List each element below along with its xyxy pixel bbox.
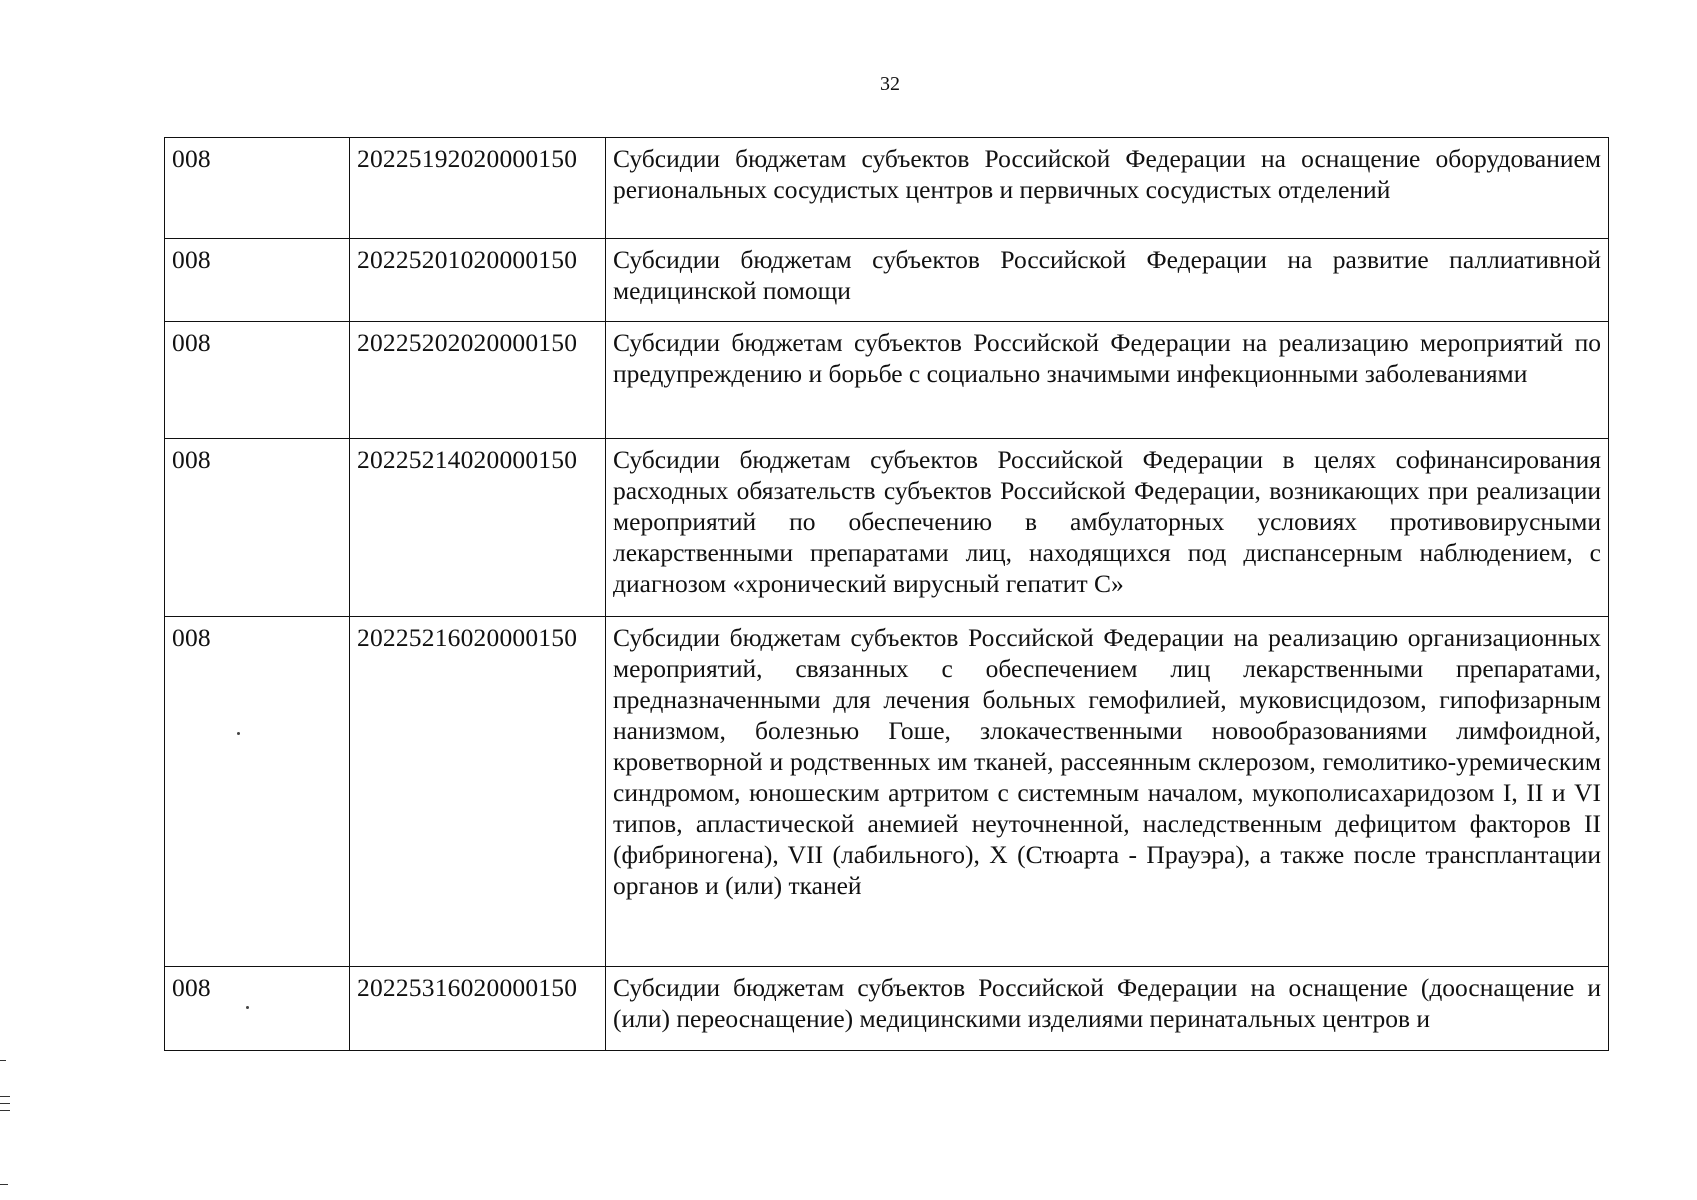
scan-mark (0, 1110, 10, 1111)
table-row (165, 322, 1609, 439)
admin-code-cell: 008 (165, 617, 350, 967)
budget-code-cell: 20225192020000150 (350, 138, 606, 239)
admin-code-cell: 008 (165, 322, 350, 439)
budget-code-cell: 20225202020000150 (350, 322, 606, 439)
table-row (165, 239, 1609, 322)
description-cell: Субсидии бюджетам субъектов Российской Федерации на оснащение оборудованием региональных сосудистых центров и первичных сосудистых отделений (606, 138, 1609, 239)
budget-code-cell: 20225316020000150 (350, 967, 606, 1051)
admin-code-cell: 008 (165, 239, 350, 322)
table-row (165, 617, 1609, 967)
description-cell: Субсидии бюджетам субъектов Российской Федерации на реализацию мероприятий по предупреждению и борьбе с социально значимыми инфекционными заболеваниями (606, 322, 1609, 439)
budget-code-cell: 20225201020000150 (350, 239, 606, 322)
admin-code-cell: 008 (165, 439, 350, 617)
admin-code-cell: 008 (165, 967, 350, 1051)
admin-code-cell: 008 (165, 138, 350, 239)
budget-classification-table (164, 137, 1609, 1051)
scan-mark (0, 1184, 8, 1185)
budget-code-cell: 20225216020000150 (350, 617, 606, 967)
scan-speck (246, 1006, 249, 1009)
scan-mark (0, 1096, 10, 1097)
table-row (165, 967, 1609, 1051)
page-number: 32 (880, 73, 900, 95)
table-row (165, 439, 1609, 617)
description-cell: Субсидии бюджетам субъектов Российской Федерации на оснащение (дооснащение и (или) переоснащение) медицинскими изделиями перинатальных центров и (606, 967, 1609, 1051)
scan-speck (237, 732, 240, 735)
scan-margin-marks (0, 1060, 14, 1190)
table-row (165, 138, 1609, 239)
scan-mark (0, 1060, 6, 1061)
description-cell: Субсидии бюджетам субъектов Российской Федерации на развитие паллиативной медицинской помощи (606, 239, 1609, 322)
description-cell: Субсидии бюджетам субъектов Российской Федерации на реализацию организационных мероприятий, связанных с обеспечением лиц лекарственными препаратами, предназначенными для лечения больных гемофилией, муковисцидозом, гипофизарным нанизмом, болезнью Гоше, злокачественными новообразованиями лимфоидной, кроветворной и родственных им тканей, рассеянным склерозом, гемолитико-уремическим синдромом, юношеским артритом с системным началом, мукополисахаридозом I, II и VI типов, апластической анемией неуточненной, наследственным дефицитом факторов II (фибриногена), VII (лабильного), X (Стюарта - Прауэра), а также после трансплантации органов и (или) тканей (606, 617, 1609, 967)
budget-code-cell: 20225214020000150 (350, 439, 606, 617)
scan-mark (0, 1103, 10, 1104)
description-cell: Субсидии бюджетам субъектов Российской Федерации в целях софинансирования расходных обязательств субъектов Российской Федерации, возникающих при реализации мероприятий по обеспечению в амбулаторных условиях противовирусными лекарственными препаратами лиц, находящихся под диспансерным наблюдением, с диагнозом «хронический вирусный гепатит С» (606, 439, 1609, 617)
